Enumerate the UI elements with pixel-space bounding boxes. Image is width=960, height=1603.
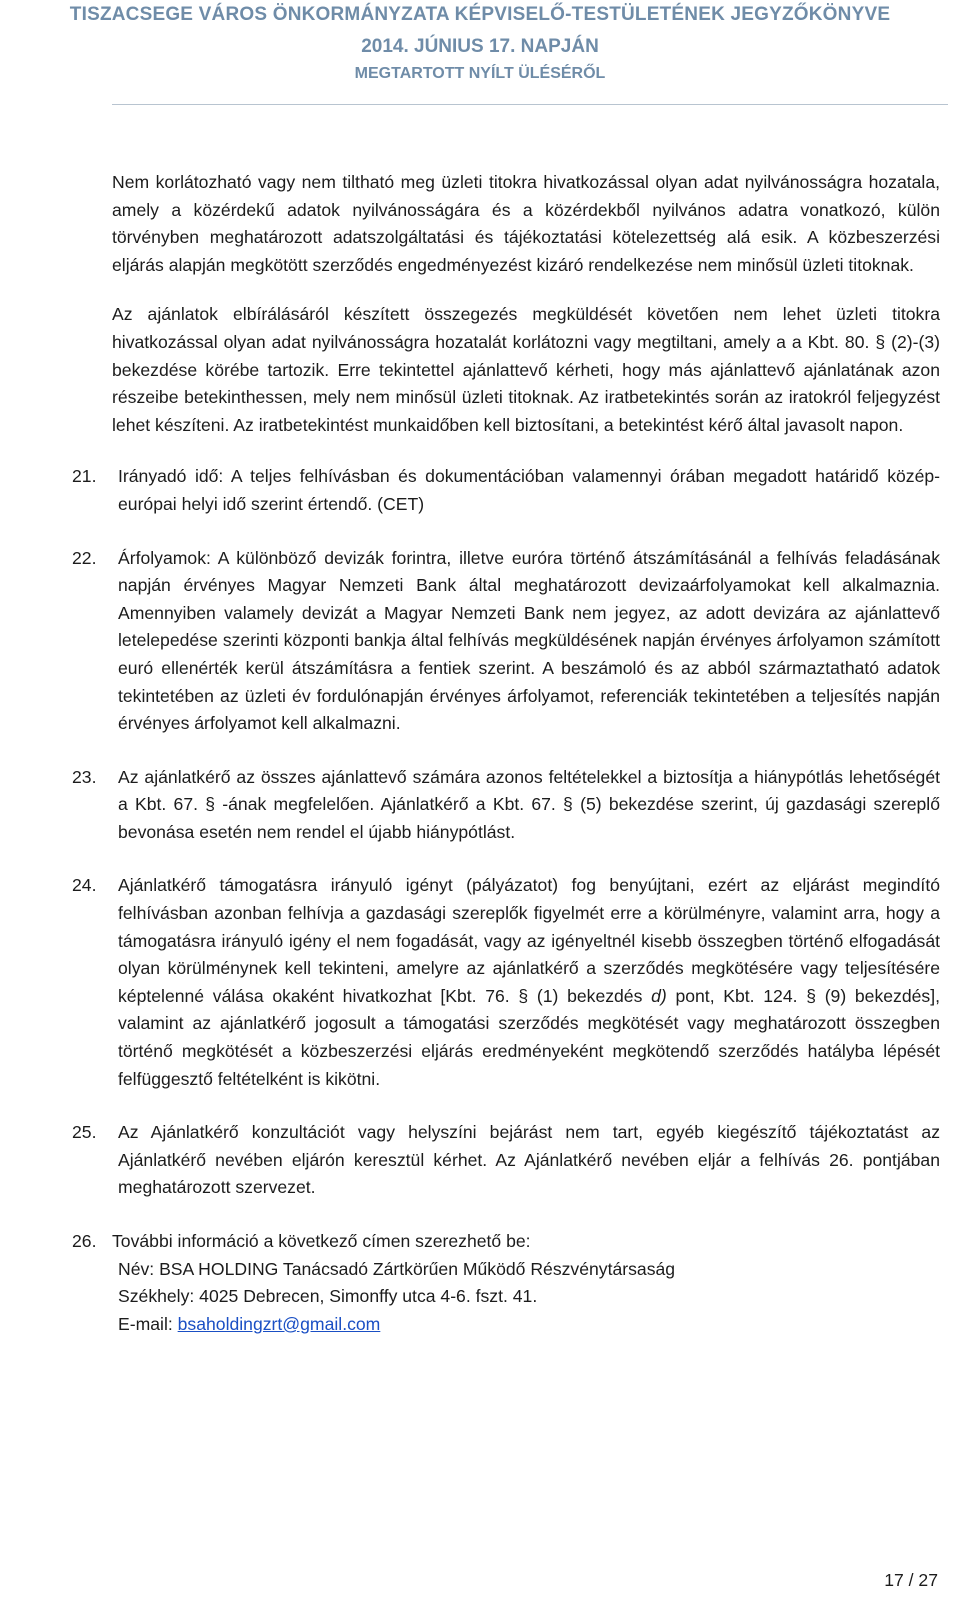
list-item-22 — [72, 545, 940, 738]
item-number: 21. — [72, 466, 97, 487]
contact-name: Név: BSA HOLDING Tanácsadó Zártkörűen Működő Részvénytársaság — [118, 1258, 676, 1279]
document-body — [72, 169, 940, 1338]
item-text-italic: d) — [651, 985, 667, 1006]
item-text: Árfolyamok: A különböző devizák forintra, illetve euróra történő átszámításánál a felhívás feladásának napján érvényes Magyar Nemzeti Bank által meghatározott devizaárfolyamokat kell alkalmaznia. Amennyiben valamely devizát a Magyar Nemzeti Bank nem jegyez, az adott devizára az ajánlattevő letelepedése szerinti központi bankja által felhívás megküldésének napján érvényes árfolyamon számított euró ellenérték kerül átszámításra a fentiek szerint. A beszámoló és az abból származtatható adatok tekintetében az üzleti év fordulónapján érvényes árfolyamot, referenciák tekintetében a teljesítés napján érvényes árfolyamot kell alkalmazni. — [118, 547, 940, 734]
contact-email-label: E-mail: — [118, 1313, 178, 1334]
header-title: TISZACSEGE VÁROS ÖNKORMÁNYZATA KÉPVISELŐ-TESTÜLETÉNEK JEGYZŐKÖNYVE — [69, 4, 891, 25]
item-text-part: pont, Kbt. 124. § (9) bekezdés], valamint az ajánlatkérő jogosult a támogatási szerződés megkötését vagy meghatározott összegben történő megkötését a közbeszerzési eljárás eredményeként megkötendő szerződés hatályba lépését felfüggesztő feltételként is kikötni. — [118, 985, 940, 1089]
list-item-21 — [72, 463, 940, 518]
contact-email-link[interactable]: bsaholdingzrt@gmail.com — [177, 1313, 381, 1334]
item-text: Irányadó idő: A teljes felhívásban és dokumentációban valamennyi órában megadott határidő közép-európai helyi idő szerint értendő. (CET) — [118, 466, 940, 514]
list-item-25 — [72, 1119, 940, 1202]
list-item-24 — [72, 872, 940, 1093]
header-divider — [112, 104, 948, 105]
page-number: 17 / 27 — [884, 1570, 938, 1590]
item-text: Az ajánlatkérő az összes ajánlattevő számára azonos feltételekkel a biztosítja a hiánypótlás lehetőségét a Kbt. 67. § -ának megfelelően. Ajánlatkérő a Kbt. 67. § (5) bekezdése szerint, új gazdasági szereplő bevonása esetén nem rendel el újabb hiánypótlást. — [118, 766, 940, 842]
item-number: 25. — [72, 1122, 97, 1143]
list-item-26-contact — [72, 1228, 940, 1338]
item-number: 24. — [72, 875, 97, 896]
item-text-part: Ajánlatkérő támogatásra irányuló igényt (pályázatot) fog benyújtani, ezért az eljárást megindító felhívásban azonban felhívja a gazdasági szereplők figyelmét erre a körülményre, valamint arra, hogy a támogatásra irányuló igény el nem fogadását, vagy az igényeltnél kisebb összegben történő elfogadását olyan körülménynek kell tekinteni, amelyre az ajánlatkérő a szerződés megkötésére vagy teljesítésére képtelenné válása okaként hivatkozhat [Kbt. 76. § (1) bekezdés — [118, 875, 940, 1006]
contact-address: Székhely: 4025 Debrecen, Simonffy utca 4-6. fszt. 41. — [118, 1286, 538, 1307]
paragraph-document-inspection: Az ajánlatok elbírálásáról készített összegezés megküldését követően nem lehet üzleti titokra hivatkozással olyan adat nyilvánosságra hozatalát korlátozni vagy megtiltani, amely a a Kbt. 80. § (2)-(3) bekezdése körébe tartozik. Erre tekintettel ajánlattevő kérheti, hogy más ajánlattevő ajánlatának azon részeibe betekinthessen, mely nem minősül üzleti titoknak. Az iratbetekintés során az iratokról feljegyzést lehet készíteni. Az iratbetekintést munkaidőben kell biztosítani, a betekintést kérő által javasolt napon. — [112, 304, 940, 435]
paragraph-trade-secret: Nem korlátozható vagy nem tiltható meg üzleti titokra hivatkozással olyan adat nyilvánosságra hozatala, amely a közérdekű adatok nyilvánosságára és a közérdekből nyilvános adatra vonatkozó, külön törvényben meghatározott adatszolgáltatási és tájékoztatási kötelezettség alá esik. A közbeszerzési eljárás alapján megkötött szerződés engedményezést kizáró rendelkezése nem minősül üzleti titoknak. — [112, 172, 940, 275]
header-subtitle: MEGTARTOTT NYÍLT ÜLÉSÉRŐL — [354, 65, 606, 82]
list-item-23 — [72, 764, 940, 847]
item-number: 26. — [72, 1231, 97, 1251]
item-text: Az Ajánlatkérő konzultációt vagy helyszíni bejárást nem tart, egyéb kiegészítő tájékoztatást az Ajánlatkérő nevében eljárón keresztül kérhet. Az Ajánlatkérő nevében eljár a felhívás 26. pontjában meghatározott szervezet. — [118, 1122, 940, 1198]
contact-email-line — [118, 1311, 940, 1339]
header-date: 2014. JÚNIUS 17. NAPJÁN — [361, 36, 599, 57]
contact-intro: További információ a következő címen szerezhető be: — [112, 1231, 531, 1251]
item-number: 22. — [72, 547, 97, 568]
item-number: 23. — [72, 766, 97, 787]
